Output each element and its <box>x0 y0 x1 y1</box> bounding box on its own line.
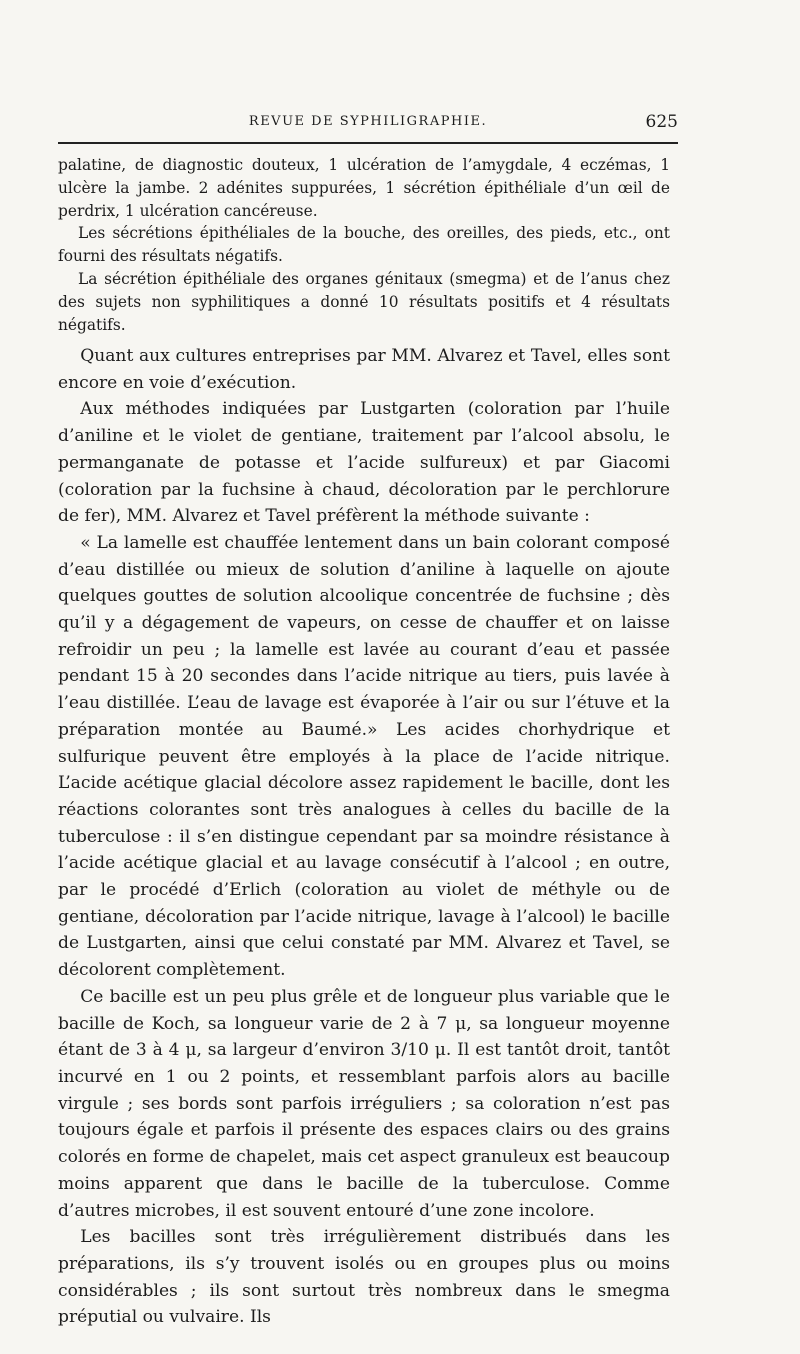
body-text-block <box>58 343 670 1331</box>
header-rule <box>58 142 678 144</box>
page-number: 625 <box>645 112 678 132</box>
running-title: REVUE DE SYPHILIGRAPHIE. <box>248 114 488 129</box>
paragraph: palatine, de diagnostic douteux, 1 ulcération de l’amygdale, 4 eczémas, 1 ulcère la jambe. 2 adénites suppurées, 1 sécrétion épithéliale d’un œil de perdrix, 1 ulcération cancéreuse. <box>58 156 670 220</box>
running-header <box>58 112 678 134</box>
small-print-block <box>58 154 670 336</box>
paragraph: Les sécrétions épithéliales de la bouche, des oreilles, des pieds, etc., ont fourni des résultats négatifs. <box>58 224 670 266</box>
paragraph: Quant aux cultures entreprises par MM. Alvarez et Tavel, elles sont encore en voie d’exécution. <box>58 346 670 393</box>
paragraph: La sécrétion épithéliale des organes génitaux (smegma) et de l’anus chez des sujets non syphilitiques a donné 10 résultats positifs et 4 résultats négatifs. <box>58 269 670 334</box>
paragraph: Les bacilles sont très irrégulièrement distribués dans les préparations, ils s’y trouvent isolés ou en groupes plus ou moins considérables ; ils sont surtout très nombreux dans le smegma préputial ou vulvaire. Ils <box>58 1227 670 1328</box>
paragraph: Ce bacille est un peu plus grêle et de longueur plus variable que le bacille de Koch, sa longueur varie de 2 à 7 μ, sa longueur moyenne étant de 3 à 4 μ, sa largeur d’environ 3/10 μ. Il est tantôt droit, tantôt incurvé en 1 ou 2 points, et ressemblant parfois alors au bacille virgule ; ses bords sont parfois irréguliers ; sa coloration n’est pas toujours égale et parfois il présente des espaces clairs ou des grains colorés en forme de chapelet, mais cet aspect granuleux est beaucoup moins apparent que dans le bacille de la tuberculose. Comme d’autres microbes, il est souvent entouré d’une zone incolore. <box>58 986 670 1221</box>
paragraph: « La lamelle est chauffée lentement dans un bain colorant composé d’eau distillée ou mieux de solution d’aniline à laquelle on ajoute quelques gouttes de solution alcoolique concentrée de fuchsine ; dès qu’il y a dégagement de vapeurs, on cesse de chauffer et on laisse refroidir un peu ; la lamelle est lavée au courant d’eau et passée pendant 15 à 20 secondes dans l’acide nitrique au tiers, puis lavée à l’eau distillée. L’eau de lavage est évaporée à l’air ou sur l’étuve et la préparation montée au Baumé.» Les acides chorhydrique et sulfurique peuvent être employés à la place de l’acide nitrique. L’acide acétique glacial décolore assez rapidement le bacille, dont les réactions colorantes sont très analogues à celles du bacille de la tuberculose : il s’en distingue cependant par sa moindre résistance à l’acide acétique glacial et au lavage consécutif à l’alcool ; en outre, par le procédé d’Erlich (coloration au violet de méthyle ou de gentiane, décoloration par l’acide nitrique, lavage à l’alcool) le bacille de Lustgarten, ainsi que celui constaté par MM. Alvarez et Tavel, se décolorent complètement. <box>58 532 670 981</box>
paragraph: Aux méthodes indiquées par Lustgarten (coloration par l’huile d’aniline et le violet de gentiane, traitement par l’alcool absolu, le permanganate de potasse et l’acide sulfureux) et par Giacomi (coloration par la fuchsine à chaud, décoloration par le perchlorure de fer), MM. Alvarez et Tavel préfèrent la méthode suivante : <box>58 399 670 527</box>
